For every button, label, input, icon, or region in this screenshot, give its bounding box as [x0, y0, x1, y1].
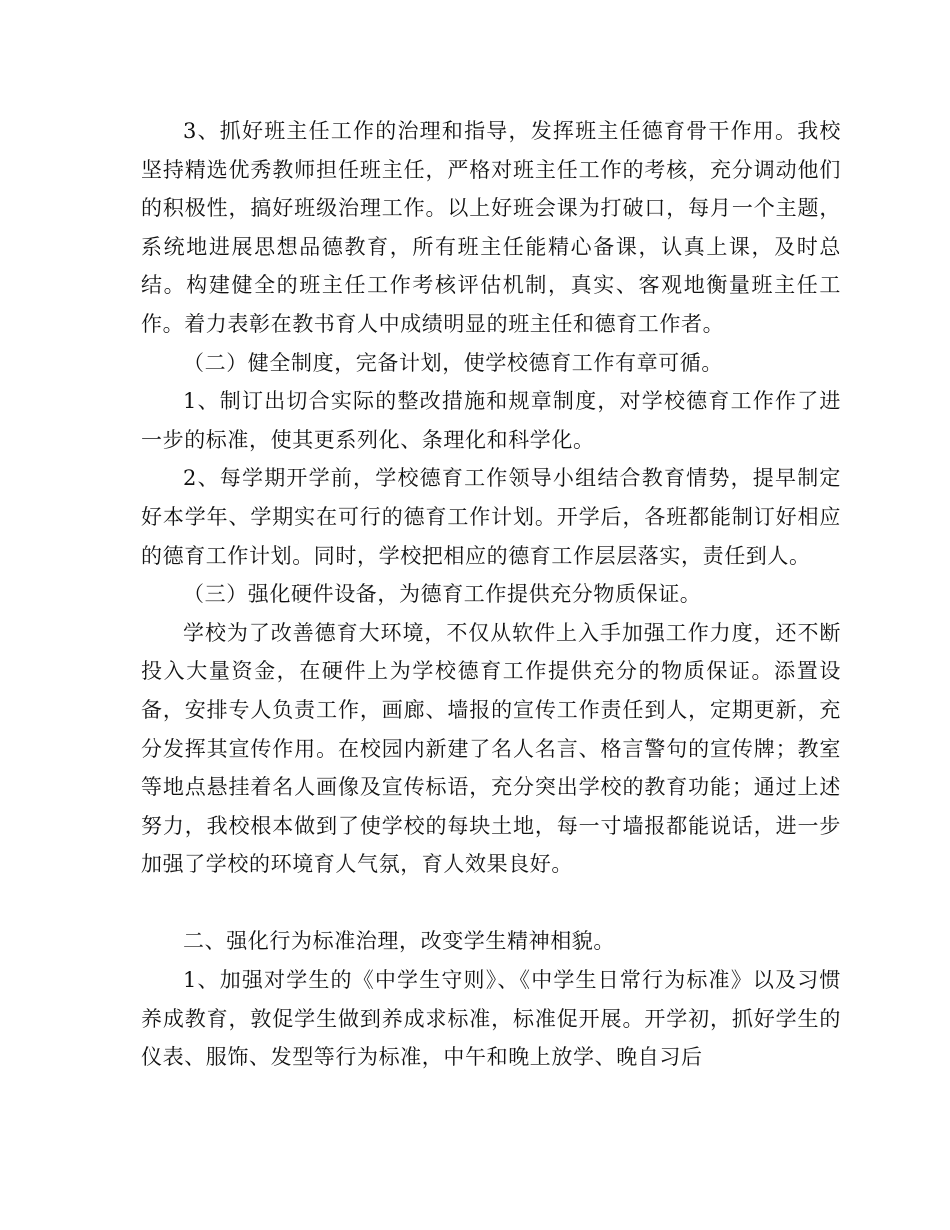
paragraph-semester-plan: 2、每学期开学前，学校德育工作领导小组结合教育情势，提早制定好本学年、学期实在可行的德育工作计划。开学后，各班都能制订好相应的德育工作计划。同时，学校把相应的德育工作层层落实，责任到人。 [141, 466, 841, 568]
paragraph-gap [141, 884, 841, 923]
heading-hardware-facilities: （三）强化硬件设备，为德育工作提供充分物质保证。 [183, 582, 702, 607]
heading-behavior-standards: 二、强化行为标准治理，改变学生精神相貌。 [183, 929, 615, 954]
paragraph-rules-and-measures: 1、制订出切合实际的整改措施和规章制度，对学校德育工作作了进一步的标准，使其更系列化、条理化和科学化。 [141, 389, 841, 452]
document-body [141, 112, 841, 1077]
paragraph-investment: 学校为了改善德育大环境，不仅从软件上入手加强工作力度，还不断投入大量资金，在硬件上为学校德育工作提供充分的物质保证。添置设备，安排专人负责工作，画廊、墙报的宣传工作责任到人，定期更新，充分发挥其宣传作用。在校园内新建了名人名言、格言警句的宣传牌；教室等地点悬挂着名人画像及宣传标语，充分突出学校的教育功能；通过上述努力，我校根本做到了使学校的每块土地，每一寸墙报都能说话，进一步加强了学校的环境育人气氛，育人效果良好。 [141, 620, 841, 877]
heading-system-and-plan: （二）健全制度，完备计划，使学校德育工作有章可循。 [183, 350, 723, 375]
paragraph-class-teacher-guidance: 3、抓好班主任工作的治理和指导，发挥班主任德育骨干作用。我校坚持精选优秀教师担任班主任，严格对班主任工作的考核，充分调动他们的积极性，搞好班级治理工作。以上好班会课为打破口，每月一个主题，系统地进展思想品德教育，所有班主任能精心备课，认真上课，及时总结。构建健全的班主任工作考核评估机制，真实、客观地衡量班主任工作。着力表彰在教书育人中成绩明显的班主任和德育工作者。 [141, 119, 841, 336]
paragraph-student-code: 1、加强对学生的《中学生守则》、《中学生日常行为标准》以及习惯养成教育，敦促学生做到养成求标准，标准促开展。开学初，抓好学生的仪表、服饰、发型等行为标准，中午和晚上放学、晚自习后 [141, 968, 841, 1070]
